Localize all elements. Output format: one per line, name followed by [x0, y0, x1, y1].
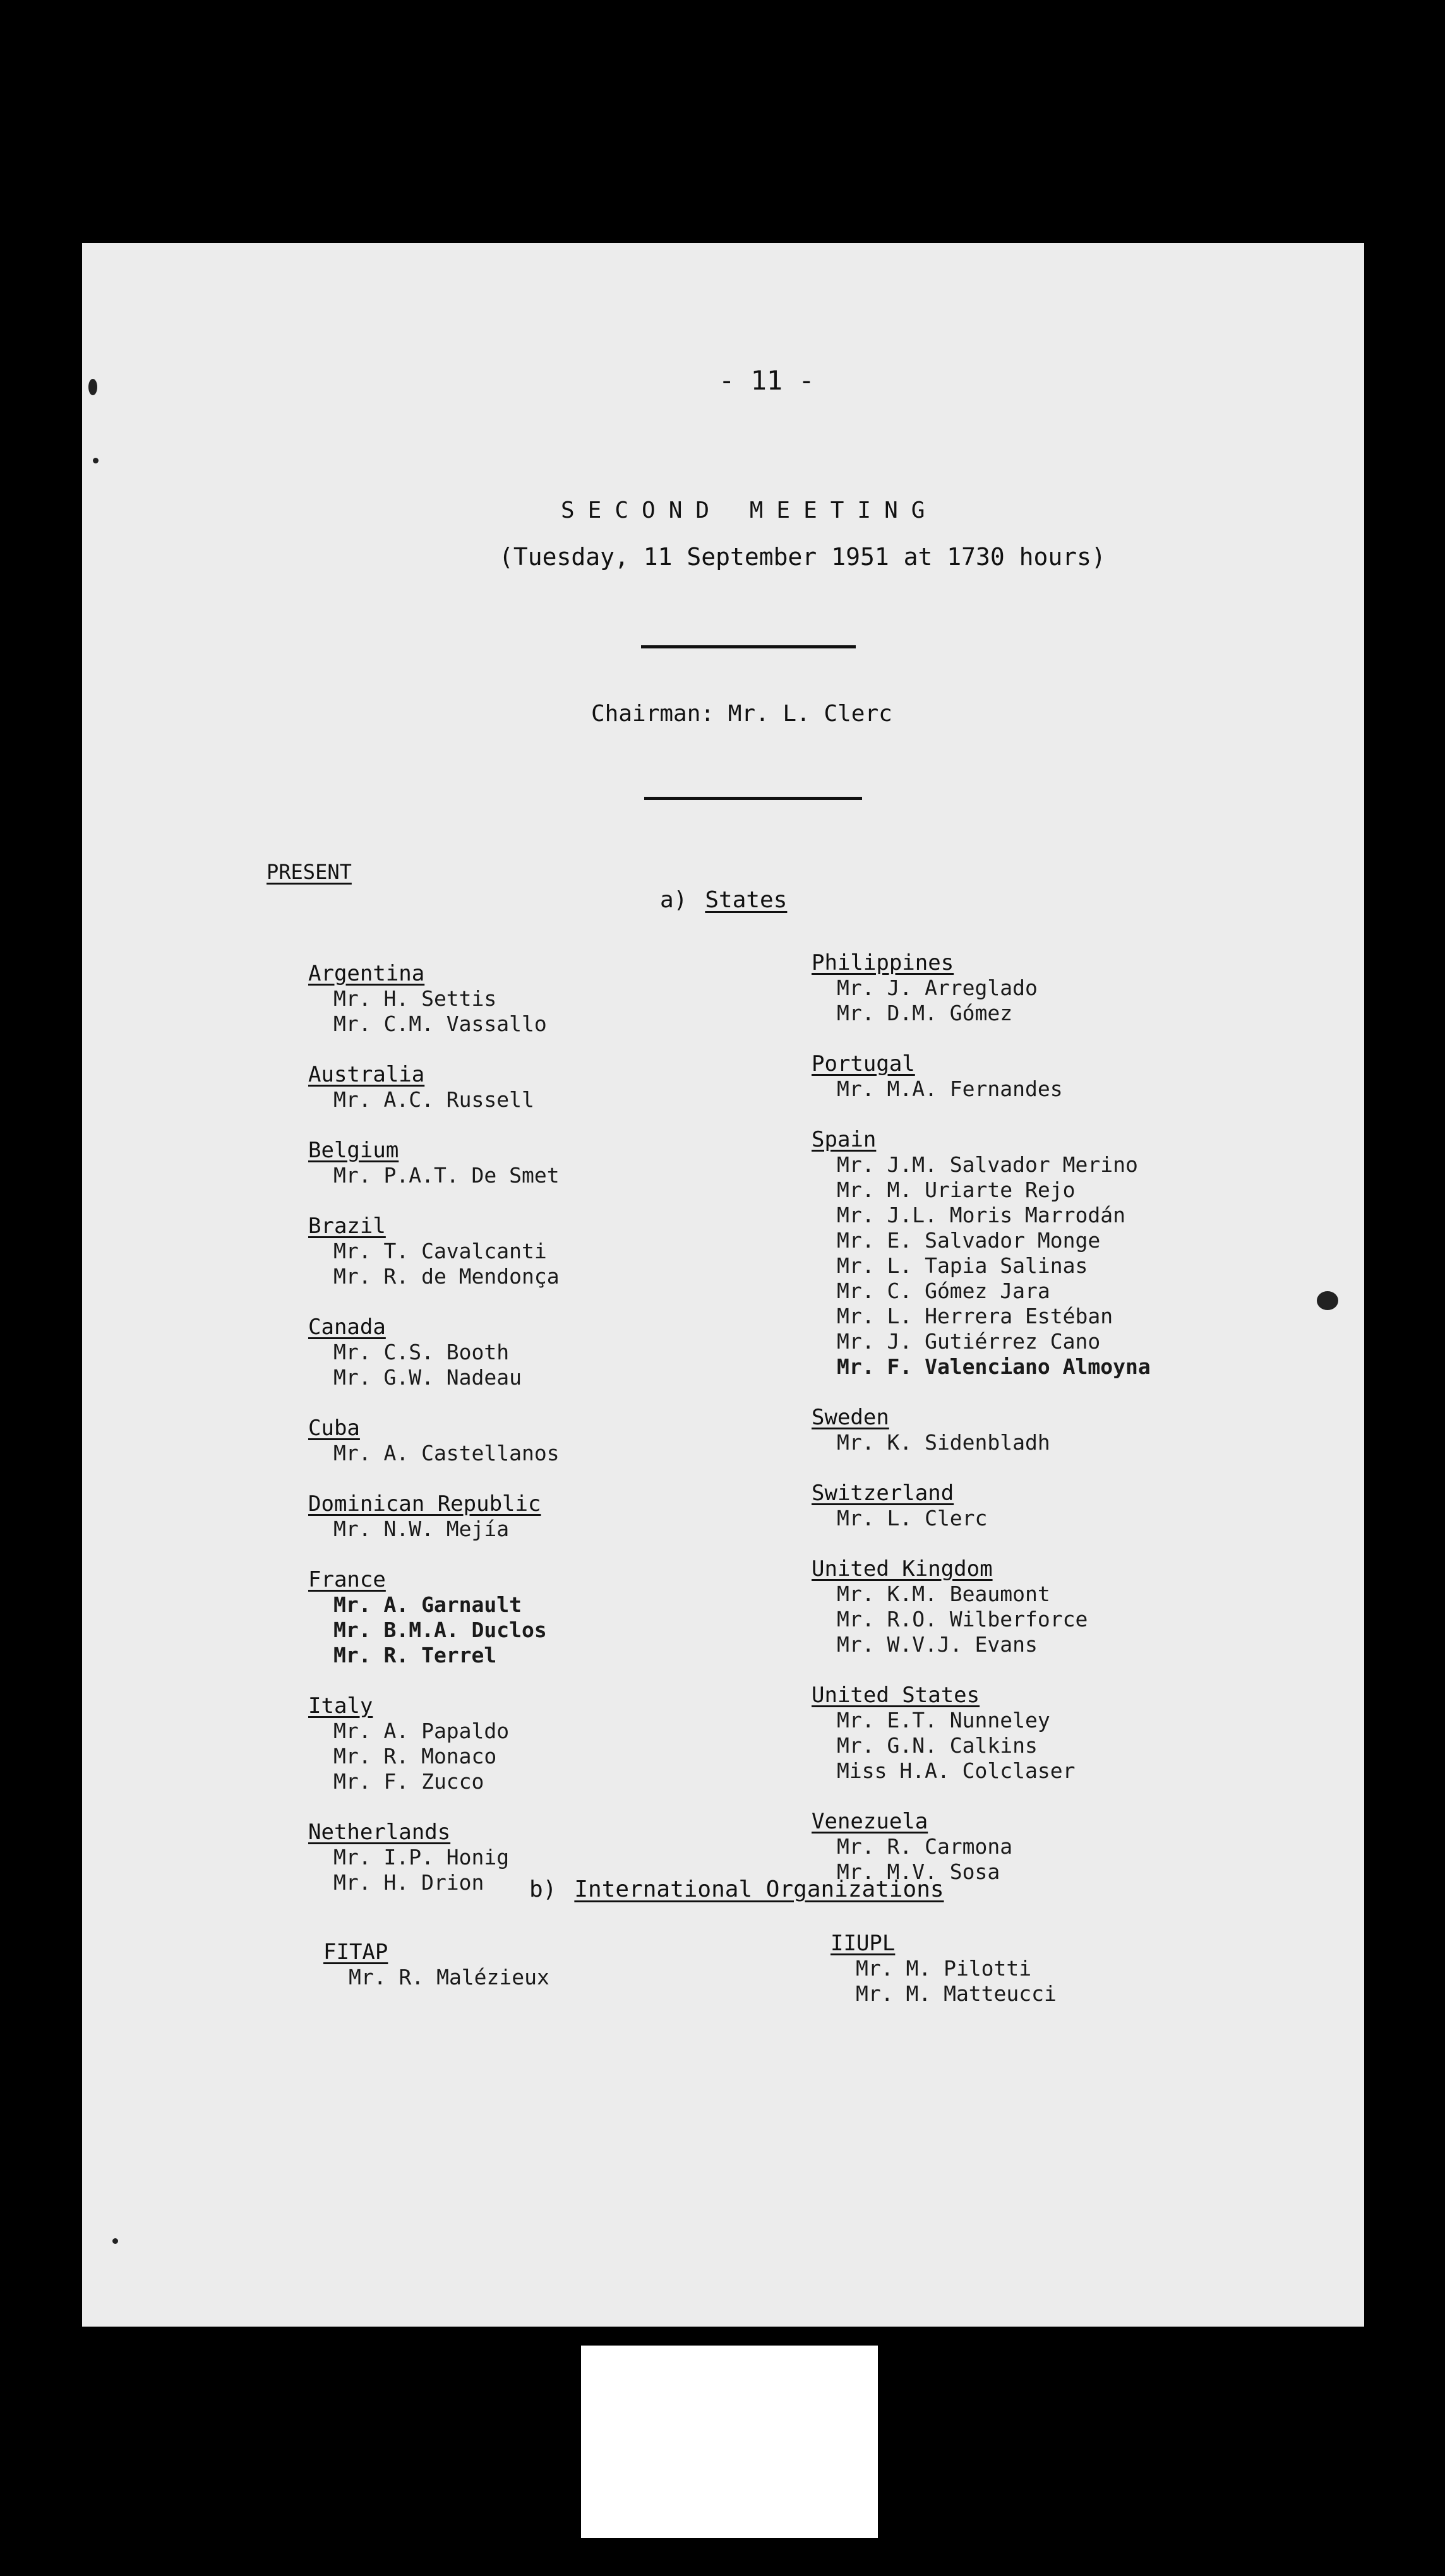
- delegation-france: [308, 1567, 560, 1668]
- states-right-column: [812, 950, 1151, 1910]
- member: Mr. R. Monaco: [333, 1744, 497, 1768]
- member: Mr. M.V. Sosa: [837, 1859, 1000, 1884]
- delegation-australia: [308, 1062, 560, 1112]
- member: Mr. A. Castellanos: [333, 1441, 560, 1465]
- member: Mr. L. Herrera Estéban: [837, 1304, 1113, 1328]
- delegation-argentina: [308, 961, 560, 1037]
- member: Mr. J. Gutiérrez Cano: [837, 1329, 1101, 1354]
- country-name: Sweden: [812, 1405, 889, 1430]
- delegation-netherlands: [308, 1820, 560, 1895]
- meeting-date: (Tuesday, 11 September 1951 at 1730 hours): [499, 543, 1106, 571]
- country-name: Spain: [812, 1127, 877, 1152]
- member: Mr. N.W. Mejía: [333, 1517, 510, 1541]
- scan-speck: [1317, 1291, 1338, 1310]
- member: Mr. A. Papaldo: [333, 1719, 510, 1743]
- member: Mr. A. Garnault: [333, 1592, 522, 1617]
- country-name: United Kingdom: [812, 1556, 993, 1582]
- member: Mr. K. Sidenbladh: [837, 1430, 1050, 1455]
- member: Mr. R. Carmona: [837, 1834, 1013, 1859]
- member: Mr. B.M.A. Duclos: [333, 1618, 547, 1642]
- member: Mr. C. Gómez Jara: [837, 1279, 1050, 1303]
- country-name: Switzerland: [812, 1481, 954, 1506]
- delegation-dominican-republic: [308, 1491, 560, 1542]
- divider-bottom: [644, 797, 862, 800]
- member: Mr. G.N. Calkins: [837, 1733, 1038, 1758]
- member: Mr. H. Settis: [333, 986, 497, 1011]
- meeting-title: SECOND MEETING: [561, 498, 938, 523]
- organizations-label: International Organizations: [574, 1876, 944, 1902]
- member: Mr. T. Cavalcanti: [333, 1239, 547, 1263]
- delegation-spain: [812, 1127, 1151, 1380]
- member: Mr. C.M. Vassallo: [333, 1011, 547, 1036]
- delegation-brazil: [308, 1213, 560, 1289]
- member: Mr. M.A. Fernandes: [837, 1076, 1063, 1101]
- country-name: Venezuela: [812, 1809, 928, 1834]
- member: Mr. C.S. Booth: [333, 1340, 510, 1364]
- country-name: Brazil: [308, 1213, 386, 1239]
- orgs-left-column: [323, 1940, 549, 2015]
- country-name: Netherlands: [308, 1820, 451, 1845]
- country-name: Canada: [308, 1315, 386, 1340]
- states-marker: a): [660, 887, 688, 913]
- country-name: Belgium: [308, 1138, 399, 1163]
- country-name: Cuba: [308, 1416, 360, 1441]
- member: Mr. I.P. Honig: [333, 1845, 510, 1869]
- member: Mr. G.W. Nadeau: [333, 1365, 522, 1390]
- member: Mr. J.M. Salvador Merino: [837, 1152, 1138, 1177]
- member: Mr. E. Salvador Monge: [837, 1228, 1101, 1253]
- country-name: Italy: [308, 1693, 373, 1719]
- orgs-right-column: [830, 1931, 1057, 2032]
- delegation-cuba: [308, 1416, 560, 1466]
- member: Mr. M. Uriarte Rejo: [837, 1178, 1076, 1202]
- member: Mr. L. Clerc: [837, 1506, 988, 1530]
- country-name: Australia: [308, 1062, 425, 1087]
- delegation-portugal: [812, 1051, 1151, 1102]
- delegation-united-states: [812, 1683, 1151, 1784]
- blank-placeholder-card: [581, 2346, 878, 2538]
- member: Mr. R. Terrel: [333, 1643, 497, 1667]
- member: Mr. F. Valenciano Almoyna: [837, 1354, 1151, 1379]
- country-name: Argentina: [308, 961, 425, 986]
- divider-top: [641, 645, 856, 648]
- member: Mr. R. Malézieux: [349, 1965, 549, 1989]
- page-number: - 11 -: [719, 365, 815, 396]
- country-name: France: [308, 1567, 386, 1592]
- delegation-venezuela: [812, 1809, 1151, 1885]
- country-name: Philippines: [812, 950, 954, 975]
- member: Mr. H. Drion: [333, 1870, 484, 1895]
- delegation-philippines: [812, 950, 1151, 1026]
- country-name: United States: [812, 1683, 980, 1708]
- member: Miss H.A. Colclaser: [837, 1758, 1076, 1783]
- present-heading: PRESENT: [267, 860, 352, 884]
- organization-name: FITAP: [323, 1940, 388, 1965]
- member: Mr. M. Matteucci: [856, 1981, 1057, 2006]
- states-left-column: [308, 961, 560, 1921]
- organization-name: IIUPL: [830, 1931, 896, 1956]
- delegation-sweden: [812, 1405, 1151, 1455]
- states-label: States: [705, 887, 788, 913]
- member: Mr. F. Zucco: [333, 1769, 484, 1794]
- delegation-belgium: [308, 1138, 560, 1188]
- organization-iiupl: [830, 1931, 1057, 2007]
- delegation-united-kingdom: [812, 1556, 1151, 1657]
- delegation-switzerland: [812, 1481, 1151, 1531]
- member: Mr. P.A.T. De Smet: [333, 1163, 560, 1188]
- member: Mr. A.C. Russell: [333, 1087, 534, 1112]
- scan-speck: [88, 379, 97, 395]
- member: Mr. D.M. Gómez: [837, 1001, 1013, 1025]
- member: Mr. J. Arreglado: [837, 975, 1038, 1000]
- chairman-line: Chairman: Mr. L. Clerc: [591, 701, 892, 727]
- organization-fitap: [323, 1940, 549, 1990]
- member: Mr. E.T. Nunneley: [837, 1708, 1050, 1732]
- member: Mr. M. Pilotti: [856, 1956, 1032, 1981]
- member: Mr. R.O. Wilberforce: [837, 1607, 1088, 1631]
- member: Mr. W.V.J. Evans: [837, 1632, 1038, 1657]
- delegation-italy: [308, 1693, 560, 1794]
- organizations-marker: b): [529, 1876, 557, 1902]
- country-name: Portugal: [812, 1051, 915, 1076]
- states-heading: [660, 887, 787, 913]
- scan-speck: [112, 2238, 118, 2244]
- country-name: Dominican Republic: [308, 1491, 541, 1517]
- delegation-canada: [308, 1315, 560, 1390]
- member: Mr. J.L. Moris Marrodán: [837, 1203, 1125, 1227]
- member: Mr. R. de Mendonça: [333, 1264, 560, 1289]
- member: Mr. K.M. Beaumont: [837, 1582, 1050, 1606]
- member: Mr. L. Tapia Salinas: [837, 1253, 1088, 1278]
- organizations-heading: [529, 1876, 944, 1902]
- scan-speck: [93, 458, 99, 463]
